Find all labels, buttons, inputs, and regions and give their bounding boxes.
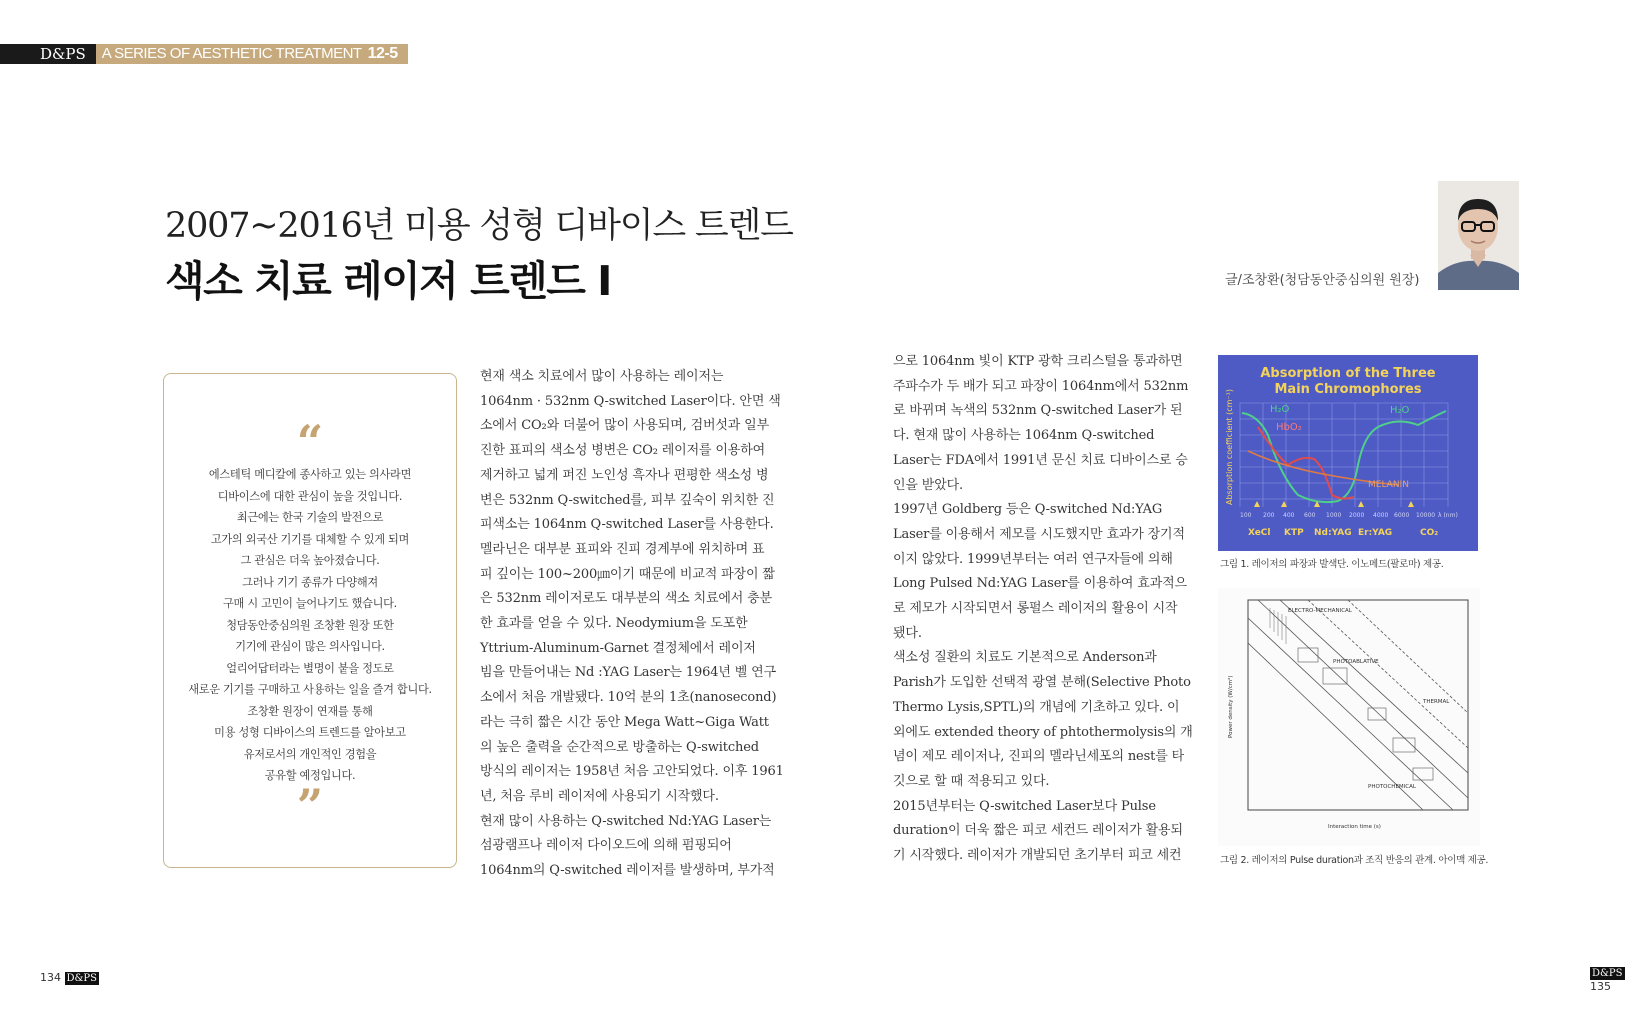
text-line: 념이 제모 레이저나, 진피의 멜라닌세포의 nest를 타 — [893, 749, 1184, 765]
text-line: 라는 극히 짧은 시간 동안 Mega Watt~Giga Watt — [480, 714, 769, 730]
text-line: 소에서 처음 개발됐다. 10억 분의 1초(nanosecond) — [480, 690, 777, 706]
text-line: 현재 색소 치료에서 많이 사용하는 레이저는 — [480, 369, 724, 384]
quote-line: 그러나 기기 종류가 다양해져 — [242, 575, 378, 589]
text-line: 인을 받았다. — [893, 477, 964, 493]
quote-line: 디바이스에 대한 관심이 높을 것입니다. — [217, 489, 403, 503]
quote-line: 얼리어답터라는 별명이 붙을 정도로 — [226, 661, 394, 675]
open-quote-icon: “ — [296, 415, 324, 469]
text-line: 으로 1064nm 빛이 KTP 광학 크리스털을 통과하면 — [893, 354, 1183, 369]
text-line: 2015년부터는 Q-switched Laser보다 Pulse — [893, 798, 1156, 814]
text-line: 멜라닌은 대부분 표피와 진피 경계부에 위치하며 표 — [480, 541, 765, 557]
text-line: 피 깊이는 100~200㎛이기 때문에 비교적 파장이 짧 — [480, 566, 775, 582]
text-line: Yttrium-Aluminum-Garnet 결정체에서 레이저 — [480, 640, 756, 656]
text-line: duration이 더욱 짧은 피코 세컨드 레이저가 활용되 — [893, 823, 1183, 839]
figure-1-absorption-chart — [1218, 355, 1478, 551]
text-line: 로 제모가 시작되면서 롱펄스 레이저의 활용이 시작 — [893, 601, 1178, 617]
fig1-laser-label: Er:YAG — [1358, 528, 1393, 538]
fig1-laser-label: CO₂ — [1420, 528, 1439, 538]
text-line: 다. 현재 많이 사용하는 1064nm Q-switched — [893, 428, 1155, 444]
text-line: 주파수가 두 배가 되고 파장이 1064nm에서 532nm — [893, 378, 1189, 394]
text-line: 1064nm · 532nm Q-switched Laser이다. 안면 색 — [480, 393, 781, 409]
text-line: 1997년 Goldberg 등은 Q-switched Nd:YAG — [893, 502, 1163, 518]
text-line: 변은 532nm Q-switched를, 피부 깊숙이 위치한 진 — [480, 492, 775, 508]
text-line: 외에도 extended theory of phtothermolysis의 개 — [893, 724, 1193, 740]
text-line: Parish가 도입한 선택적 광열 분해(Selective Photo — [893, 675, 1191, 691]
fig1-xtick: 10000 — [1416, 512, 1436, 519]
pull-quote-text — [164, 464, 456, 787]
pull-quote-box — [163, 373, 457, 868]
text-line: Laser는 FDA에서 1991년 문신 치료 디바이스로 승 — [893, 452, 1188, 468]
quote-line: 에스테틱 메디칼에 종사하고 있는 의사라면 — [208, 468, 412, 481]
fig2-xlabel: Interaction time (s) — [1328, 824, 1381, 830]
fig2-region-label: THERMAL — [1423, 699, 1450, 705]
article-title-line2: 색소 치료 레이저 트렌드 I — [165, 257, 611, 305]
magazine-logo: D&PS — [0, 44, 96, 64]
fig1-xtick: 200 — [1263, 512, 1275, 519]
fig1-curve-label: H₂O — [1390, 405, 1410, 416]
fig2-region-label: PHOTOABLATIVE — [1333, 659, 1379, 665]
fig1-xtick: 4000 — [1373, 512, 1389, 519]
text-line: 색소성 질환의 치료도 기본적으로 Anderson과 — [893, 650, 1157, 666]
text-line: 피색소는 1064nm Q-switched Laser를 사용한다. — [480, 517, 774, 533]
fig1-xtick: 600 — [1304, 512, 1316, 519]
quote-line: 공유할 예정입니다. — [264, 769, 356, 782]
text-line: 소에서 CO₂와 더불어 많이 사용되며, 검버섯과 일부 — [480, 418, 769, 434]
text-line: 진한 표피의 색소성 병변은 CO₂ 레이저를 이용하여 — [480, 443, 766, 459]
quote-line: 기기에 관심이 많은 의사입니다. — [235, 640, 385, 653]
article-title-line1: 2007~2016년 미용 성형 디바이스 트렌드 — [165, 206, 793, 246]
figure-2-pulse-duration-chart — [1218, 588, 1480, 846]
page-number-right: D&PS 135 — [1590, 968, 1623, 993]
fig2-ylabel: Power density (W/cm²) — [1228, 675, 1234, 738]
text-line: 제거하고 넓게 퍼진 노인성 흑자나 편평한 색소성 병 — [480, 467, 769, 483]
fig1-laser-label: KTP — [1284, 528, 1304, 538]
text-line: 현재 많이 사용하는 Q-switched Nd:YAG Laser는 — [480, 813, 772, 829]
text-line: 깃으로 할 때 적용되고 있다. — [893, 773, 1050, 789]
author-portrait — [1438, 181, 1519, 290]
body-column-2 — [893, 350, 1193, 869]
author-byline: 글/조창환(청담동안중심의원 원장) — [1225, 273, 1420, 288]
text-line: Laser를 이용해서 제모를 시도했지만 효과가 장기적 — [893, 526, 1185, 542]
fig1-title-line1: Absorption of the Three — [1260, 366, 1436, 381]
quote-line: 미용 성형 디바이스의 트렌드를 알아보고 — [214, 726, 406, 739]
text-line: 로 바뀌며 녹색의 532nm Q-switched Laser가 된 — [893, 403, 1183, 419]
figure-2-caption: 그림 2. 레이저의 Pulse duration과 조직 반응의 관계. 아이맥 제공. — [1220, 855, 1489, 866]
page-number-left: 134 D&PS — [40, 971, 97, 984]
quote-line: 구매 시 고민이 늘어나기도 했습니다. — [223, 597, 397, 610]
body-column-1 — [480, 365, 784, 884]
fig1-curve-label: H₂O — [1270, 404, 1290, 415]
quote-line: 청담동안중심의원 조창환 원장 또한 — [226, 618, 394, 632]
text-line: 의 높은 출력을 순간적으로 방출하는 Q-switched — [480, 739, 759, 755]
text-line: 방식의 레이저는 1958년 처음 고안되었다. 이후 1961 — [480, 764, 784, 780]
fig2-region-label: ELECTRO-MECHANICAL — [1288, 608, 1352, 614]
text-line: Long Pulsed Nd:YAG Laser를 이용하여 효과적으 — [893, 576, 1187, 592]
series-title: A SERIES OF AESTHETIC TREATMENT 12-5 — [96, 44, 408, 64]
fig1-xtick: 100 — [1240, 512, 1252, 519]
text-line: 됐다. — [893, 625, 922, 641]
quote-line: 유저로서의 개인적인 경험을 — [243, 747, 377, 761]
fig1-curve-label: HbO₂ — [1276, 422, 1302, 433]
quote-line: 고가의 외국산 기기를 대체할 수 있게 되며 — [210, 532, 410, 546]
fig1-laser-label: Nd:YAG — [1314, 528, 1352, 538]
text-line: 1064nm의 Q-switched 레이저를 발생하며, 부가적 — [480, 863, 775, 879]
series-number: 12-5 — [367, 45, 398, 62]
quote-line: 새로운 기기를 구매하고 사용하는 일을 즐겨 합니다. — [188, 683, 432, 696]
text-line: 빔을 만들어내는 Nd :YAG Laser는 1964년 벨 연구 — [480, 665, 776, 681]
text-line: 년, 처음 루비 레이저에 사용되기 시작했다. — [480, 788, 719, 804]
footer-logo: D&PS — [1592, 968, 1623, 979]
fig1-title-line2: Main Chromophores — [1274, 382, 1422, 397]
fig1-xtick: 400 — [1283, 512, 1295, 519]
quote-line: 조창환 원장이 연재를 통해 — [247, 704, 373, 718]
text-line: 섬광램프나 레이저 다이오드에 의해 펌핑되어 — [480, 838, 732, 854]
fig1-xtick: 1000 — [1326, 512, 1342, 519]
text-line: 한 효과를 얻을 수 있다. Neodymium을 도포한 — [480, 616, 748, 632]
fig1-ylabel: Absorption coefficient (cm⁻¹) — [1225, 389, 1234, 505]
text-line: 은 532nm 레이저로도 대부분의 색소 치료에서 충분 — [480, 591, 773, 607]
fig2-region-label: PHOTOCHEMICAL — [1368, 784, 1416, 790]
quote-line: 최근에는 한국 기술의 발전으로 — [236, 511, 384, 524]
fig1-xtick: λ (nm) — [1438, 512, 1458, 519]
fig1-curve-label: MELANIN — [1368, 480, 1409, 490]
footer-logo: D&PS — [66, 973, 97, 984]
text-line: 이지 않았다. 1999년부터는 여러 연구자들에 의해 — [893, 551, 1173, 567]
close-quote-icon: ” — [296, 779, 324, 833]
text-line: Thermo Lysis,SPTL)의 개념에 기초하고 있다. 이 — [893, 699, 1180, 715]
fig1-laser-label: XeCl — [1248, 528, 1271, 538]
quote-line: 그 관심은 더욱 높아졌습니다. — [240, 554, 380, 567]
fig1-xtick: 6000 — [1394, 512, 1410, 519]
series-header — [0, 44, 408, 64]
text-line: 기 시작했다. 레이저가 개발되던 초기부터 피코 세컨 — [893, 848, 1182, 864]
fig1-xtick: 2000 — [1349, 512, 1365, 519]
figure-1-caption: 그림 1. 레이저의 파장과 발색단. 이노메드(팔로마) 제공. — [1220, 559, 1444, 570]
